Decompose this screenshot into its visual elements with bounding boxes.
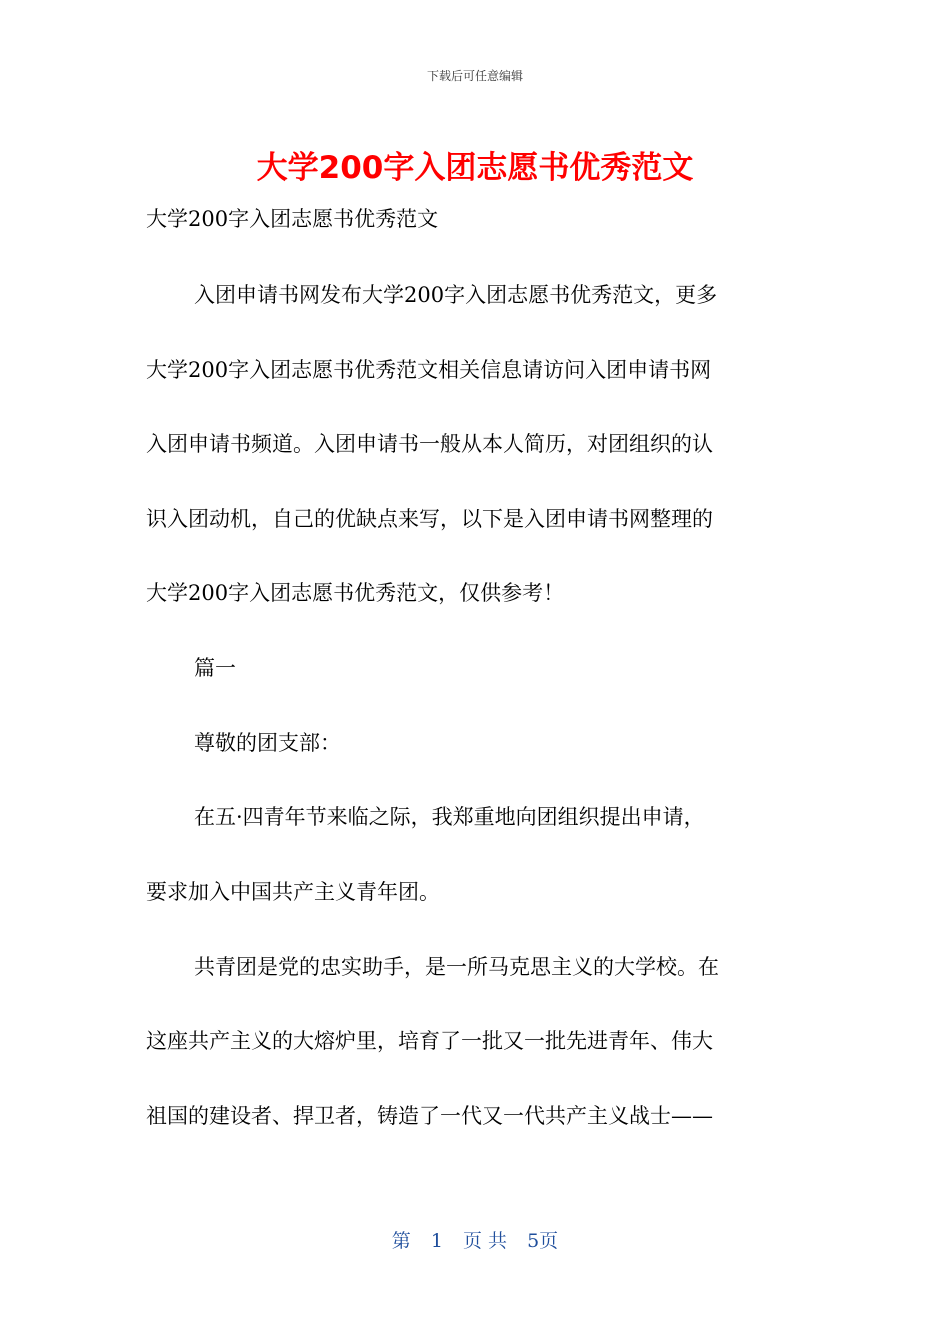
footer-page-number: 1	[430, 1230, 443, 1252]
paragraph-line: 大学200字入团志愿书优秀范文，仅供参考！	[146, 581, 565, 605]
paragraph-line: 这座共产主义的大熔炉里，培育了一批又一批先进青年、伟大	[146, 1029, 713, 1053]
section-heading: 篇一	[194, 656, 236, 680]
paragraph-line: 入团申请书频道。入团申请书一般从本人简历，对团组织的认	[146, 432, 713, 456]
paragraph-line: 识入团动机，自己的优缺点来写，以下是入团申请书网整理的	[146, 507, 713, 531]
paragraph-line: 要求加入中国共产主义青年团。	[146, 880, 440, 904]
paragraph-line: 入团申请书网发布大学200字入团志愿书优秀范文，更多	[194, 283, 718, 307]
paragraph-line: 祖国的建设者、捍卫者，铸造了一代又一代共产主义战士——	[146, 1104, 713, 1128]
footer-total: 5页	[527, 1230, 559, 1252]
paragraph-line: 共青团是党的忠实助手，是一所马克思主义的大学校。在	[194, 955, 719, 979]
paragraph-line: 大学200字入团志愿书优秀范文相关信息请访问入团申请书网	[146, 358, 712, 382]
document-title: 大学200字入团志愿书优秀范文	[256, 150, 694, 186]
header-note: 下载后可任意编辑	[426, 69, 523, 83]
footer-middle: 页 共	[463, 1230, 508, 1252]
footer-prefix: 第	[391, 1230, 411, 1252]
paragraph-line: 在五·四青年节来临之际，我郑重地向团组织提出申请，	[194, 805, 705, 829]
page-footer	[0, 1226, 950, 1253]
subtitle-line: 大学200字入团志愿书优秀范文	[146, 207, 439, 231]
salutation: 尊敬的团支部：	[194, 731, 341, 755]
